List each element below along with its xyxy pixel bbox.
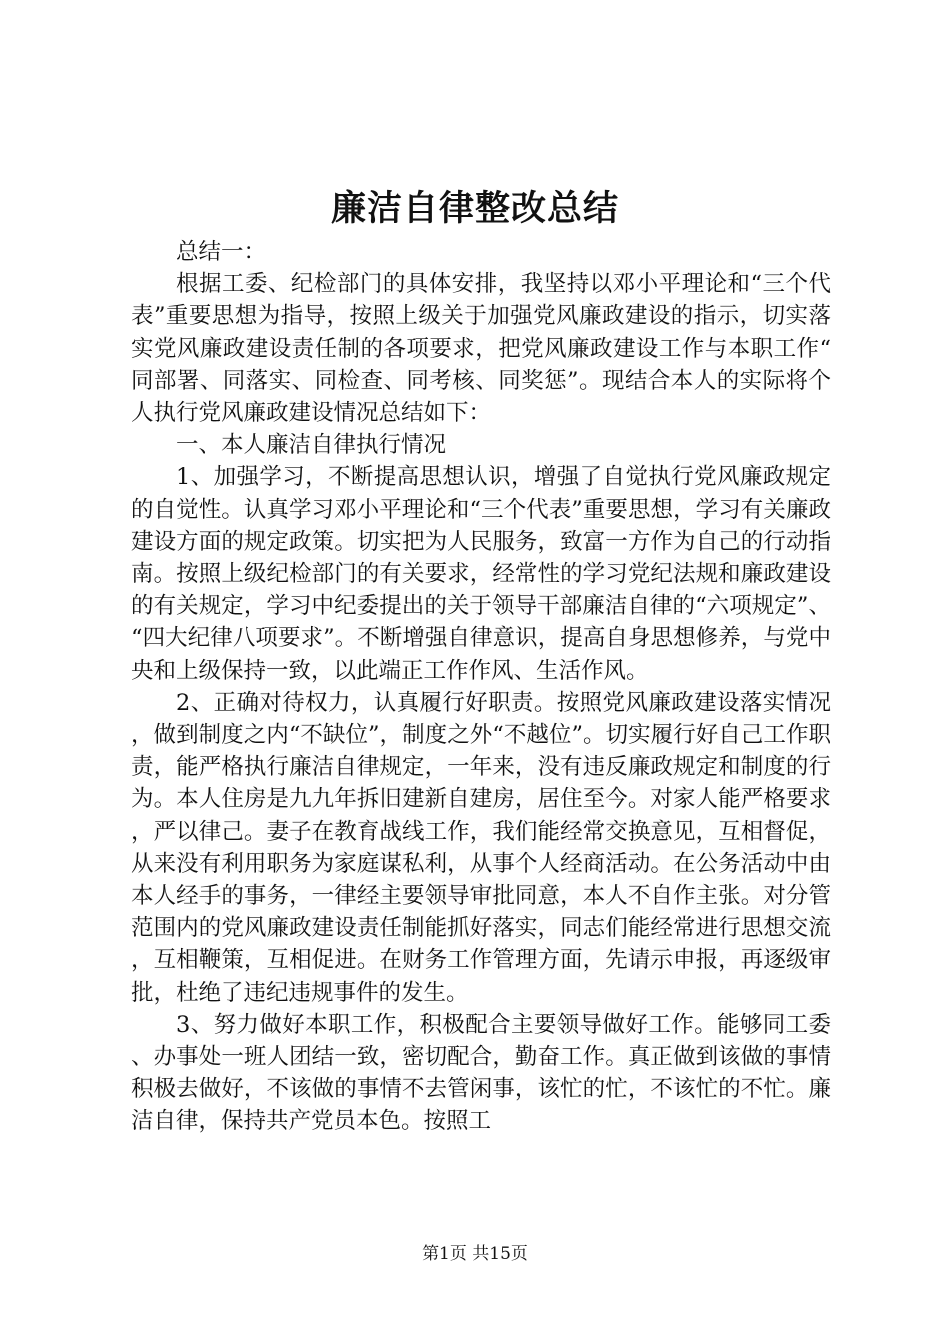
paragraph-intro: 根据工委、纪检部门的具体安排，我坚持以邓小平理论和“三个代表”重要思想为指导，按照上级关于加强党风廉政建设的指示，切实落实党风廉政建设责任制的各项要求，把党风廉政建设工作与本职工作“同部署、同落实、同检查、同考核、同奖惩”。现结合本人的实际将个人执行党风廉政建设情况总结如下： (131, 271, 831, 427)
page-title: 廉洁自律整改总结 (330, 188, 619, 229)
paragraph-point-3: 3、努力做好本职工作，积极配合主要领导做好工作。能够同工委、办事处一班人团结一致，密切配合，勤奋工作。真正做到该做的事情积极去做好，不该做的事情不去管闲事，该忙的忙，不该忙的不忙。廉洁自律，保持共产党员本色。按照工 (131, 1011, 831, 1135)
paragraph-point-2: 2、正确对待权力，认真履行好职责。按照党风廉政建设落实情况，做到制度之内“不缺位”，制度之外“不越位”。切实履行好自己工作职责，能严格执行廉洁自律规定，一年来，没有违反廉政规定和制度的行为。本人住房是九九年拆旧建新自建房，居住至今。对家人能严格要求，严以律己。妻子在教育战线工作，我们能经常交换意见，互相督促，从来没有利用职务为家庭谋私利，从事个人经商活动。在公务活动中由本人经手的事务，一律经主要领导审批同意，本人不自作主张。对分管范围内的党风廉政建设责任制能抓好落实，同志们能经常进行思想交流，互相鞭策，互相促进。在财务工作管理方面，先请示申报，再逐级审批，杜绝了违纪违规事件的发生。 (131, 689, 831, 1006)
paragraph-summary-label: 总结一： (176, 239, 267, 265)
page-footer: 第1页 共15页 (422, 1244, 528, 1264)
paragraph-point-1: 1、加强学习，不断提高思想认识，增强了自觉执行党风廉政规定的自觉性。认真学习邓小平理论和“三个代表”重要思想，学习有关廉政建设方面的规定政策。切实把为人民服务，致富一方作为自己的行动指南。按照上级纪检部门的有关要求，经常性的学习党纪法规和廉政建设的有关规定，学习中纪委提出的关于领导干部廉洁自律的“六项规定”、“四大纪律八项要求”。不断增强自律意识，提高自身思想修养，与党中央和上级保持一致，以此端正工作作风、生活作风。 (131, 464, 831, 684)
document-body (131, 236, 831, 1138)
section-heading: 一、本人廉洁自律执行情况 (176, 432, 447, 459)
